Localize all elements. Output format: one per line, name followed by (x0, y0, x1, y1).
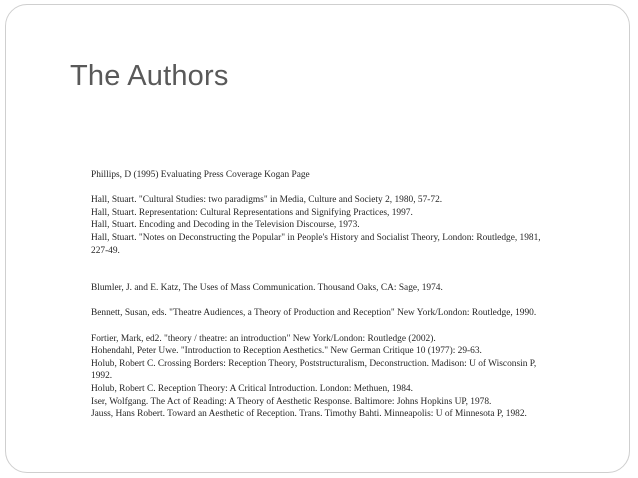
reference-group-reception-theory (91, 333, 551, 421)
reference-item: Fortier, Mark, ed2. "theory / theatre: an introduction" New York/London: Routledge (2002). (91, 333, 436, 344)
reference-item: Iser, Wolfgang. The Act of Reading: A Theory of Aesthetic Response. Baltimore: Johns Hopkins UP, 1978. (91, 396, 492, 407)
slide-title: The Authors (70, 60, 229, 92)
reference-item: Holub, Robert C. Reception Theory: A Critical Introduction. London: Methuen, 1984. (91, 383, 413, 394)
reference-group-blumler (91, 282, 551, 295)
reference-item: Phillips, D (1995) Evaluating Press Coverage Kogan Page (91, 170, 310, 180)
reference-item: Hall, Stuart. Encoding and Decoding in the Television Discourse, 1973. (91, 220, 360, 231)
reference-list (91, 169, 551, 433)
reference-item: Blumler, J. and E. Katz, The Uses of Mass Communication. Thousand Oaks, CA: Sage, 1974. (91, 283, 443, 294)
slide-frame (5, 4, 630, 473)
reference-item: Bennett, Susan, eds. "Theatre Audiences, a Theory of Production and Reception" New York/London: Routledge, 1990. (91, 308, 537, 319)
reference-item: Holub, Robert C. Crossing Borders: Reception Theory, Poststructuralism, Deconstruction. Madison: U of Wisconsin P, 1992. (91, 358, 537, 382)
reference-group-hall (91, 194, 551, 257)
reference-item: Hohendahl, Peter Uwe. "Introduction to Reception Aesthetics." New German Critique 10 (1977): 29-63. (91, 346, 482, 357)
reference-item: Jauss, Hans Robert. Toward an Aesthetic of Reception. Trans. Timothy Bahti. Minneapolis: U of Minnesota P, 1982. (91, 409, 527, 420)
reference-item: Hall, Stuart. "Cultural Studies: two paradigms" in Media, Culture and Society 2, 1980, 57-72. (91, 195, 443, 206)
reference-item: Hall, Stuart. Representation: Cultural Representations and Signifying Practices, 1997. (91, 207, 413, 218)
reference-group-bennett (91, 307, 551, 320)
reference-item: Hall, Stuart. "Notes on Deconstructing the Popular" in People's History and Socialist Theory, London: Routledge, 1981, 227-49. (91, 232, 541, 256)
reference-group-phillips (91, 169, 551, 182)
